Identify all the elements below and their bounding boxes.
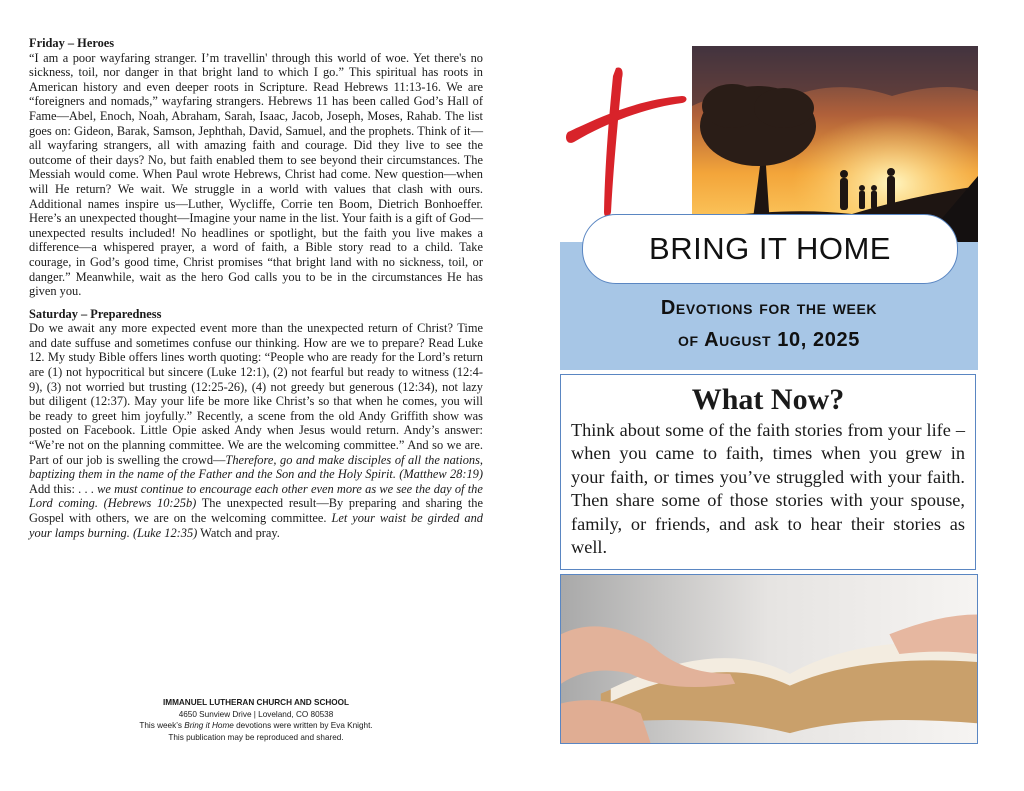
subtitle-line-1: Devotions for the week	[660, 297, 878, 319]
saturday-text-2: Add this: . . .	[29, 481, 98, 496]
sunset-family-photo	[692, 46, 978, 242]
saturday-text-3: The unexpected result—By preparing and sharing the Gospel with others, we are on the welcoming committee.	[29, 496, 483, 525]
page-title: BRING IT HOME	[582, 214, 958, 284]
week-subtitle	[560, 292, 978, 356]
credit-title: Bring it Home	[184, 721, 234, 730]
saturday-body	[29, 321, 483, 540]
publication-footer	[29, 697, 483, 743]
credit-suffix: devotions were written by Eva Knight.	[233, 721, 373, 730]
saturday-text-4: Watch and pray.	[197, 525, 280, 540]
saturday-scripture-1: Therefore, go and make disciples of all the nations, baptizing them in the name of the Father and the Son and the Holy Spirit. (Matthew 28:19)	[29, 452, 484, 482]
open-bible-photo	[560, 574, 978, 744]
reproduction-notice: This publication may be reproduced and shared.	[168, 732, 344, 742]
saturday-text-1: Do we await any more expected event more than the unexpected return of Christ? Time and date suffuse and sometimes confuse our thinking. How are we to prepare? Read Luke 12. My study Bible offers lines worth quoting: “People who are ready for the Lord’s return are (1) not hypocritical but sincere (Luke 12:1), (2) not fearful but ready to witness (12:4-9), (3) not worried but trusting (12:25-26), (4) not greedy but generous (12:34), not lazy but diligent (12:37). May your life be more like Christ’s so that when he comes, you will be ready to greet him joyfully.” Recently, a scene from the old Andy Griffith show was posted on Facebook. Little Opie asked Andy when Jesus would return. Andy’s answer: “We’re not on the planning committee. We are the welcoming committee.” And so we are. Part of our job is swelling the crowd—	[29, 321, 483, 467]
saturday-scripture-2: we must continue to encourage each other even more as we see the day of the Lord coming. (Hebrews 10:25b)	[29, 481, 483, 511]
what-now-body: Think about some of the faith stories from your life – when you came to faith, times when you grew in your faith, or times you’ve struggled with your faith. Then share some of those stories with your spouse, family, or friends, and ask to hear their stories as well.	[571, 420, 965, 558]
saturday-scripture-3: Let your waist be girded and your lamps burning. (Luke 12:35)	[29, 511, 483, 540]
friday-heading: Friday – Heroes	[29, 36, 115, 50]
cross-icon	[564, 62, 688, 222]
subtitle-line-2: of August 10, 2025	[678, 329, 860, 351]
author-credit	[29, 720, 483, 732]
what-now-title: What Now?	[691, 383, 845, 416]
devotions-column	[29, 36, 483, 548]
church-address: 4650 Sunview Drive | Loveland, CO 80538	[178, 709, 334, 719]
what-now-box	[560, 374, 976, 570]
church-name: IMMANUEL LUTHERAN CHURCH AND SCHOOL	[162, 698, 350, 707]
credit-prefix: This week’s	[139, 721, 185, 730]
saturday-heading: Saturday – Preparedness	[29, 306, 162, 321]
friday-body: “I am a poor wayfaring stranger. I’m travellin' through this world of woe. Yet there's no sickness, toil, nor danger in that bright land to which I go.” This spiritual has roots in American history and even deeper roots in Scripture. Read Hebrews 11:13-16. We are “foreigners and nomads,” wayfaring strangers. Hebrews 11 has been called God’s Hall of Fame—Abel, Enoch, Noah, Abraham, Sarah, Isaac, Jacob, Joseph, Moses, Rahab. The list goes on: Gideon, Barak, Samson, Jephthah, David, Samuel, and the prophets. Think of it—all wayfaring strangers, all with amazing faith and courage. Did they live to see the outcome of their days? No, but faith enabled them to see beyond their circumstances. The Messiah would come. When Paul wrote Hebrews, Christ had come. New question—when will He return? We wait. We struggle in a world with values that clash with ours. Additional names inspire us—Luther, Wycliffe, Corrie ten Boom, Dietrich Bonhoeffer. Here’s an unexpected thought—Imagine your name in the list. Your faith is a gift of God—unexpected results included! No headlines or spotlight, but the faith you live makes a difference—a whispered prayer, a word of faith, a Bible story read to a child. Take courage, in God’s good time, Christ promises “that bright land with no sickness, toil, or danger.” Meanwhile, wait as the hero God calls you to be in the circumstances He has given you.	[29, 50, 483, 299]
